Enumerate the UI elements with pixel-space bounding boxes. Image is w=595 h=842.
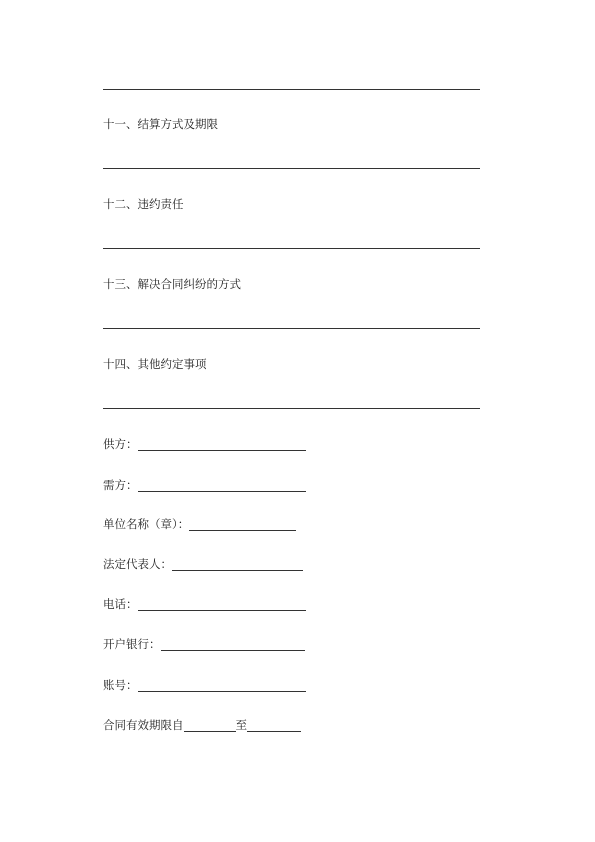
fill-line[interactable] [103, 408, 480, 409]
legal-rep-field [103, 557, 303, 571]
unit-name-field [103, 517, 296, 531]
bank-field [103, 637, 305, 651]
section-heading-settlement: 十一、结算方式及期限 [103, 117, 218, 131]
validity-start-blank[interactable] [184, 721, 236, 732]
fill-line[interactable] [103, 248, 480, 249]
validity-to-label: 至 [235, 718, 247, 732]
phone-field [103, 597, 306, 611]
section-heading-liability: 十二、违约责任 [103, 197, 184, 211]
fill-line[interactable] [103, 89, 480, 90]
validity-end-blank[interactable] [247, 721, 301, 732]
account-field [103, 678, 306, 692]
phone-label: 电话： [103, 597, 138, 611]
unit-name-label: 单位名称（章）： [103, 517, 190, 531]
supplier-field [103, 437, 306, 451]
section-heading-dispute: 十三、解决合同纠纷的方式 [103, 277, 241, 291]
bank-blank[interactable] [161, 640, 305, 651]
legal-rep-blank[interactable] [172, 560, 303, 571]
section-heading-other: 十四、其他约定事项 [103, 357, 207, 371]
buyer-label: 需方： [103, 478, 138, 492]
fill-line[interactable] [103, 168, 480, 169]
supplier-label: 供方： [103, 437, 138, 451]
bank-label: 开户银行： [103, 637, 161, 651]
validity-prefix-label: 合同有效期限自 [103, 718, 184, 732]
validity-field [103, 718, 301, 732]
phone-blank[interactable] [138, 600, 306, 611]
account-blank[interactable] [138, 681, 306, 692]
buyer-field [103, 478, 306, 492]
unit-name-blank[interactable] [189, 520, 296, 531]
fill-line[interactable] [103, 328, 480, 329]
buyer-blank[interactable] [138, 481, 306, 492]
legal-rep-label: 法定代表人： [103, 557, 172, 571]
account-label: 账号： [103, 678, 138, 692]
supplier-blank[interactable] [138, 440, 306, 451]
